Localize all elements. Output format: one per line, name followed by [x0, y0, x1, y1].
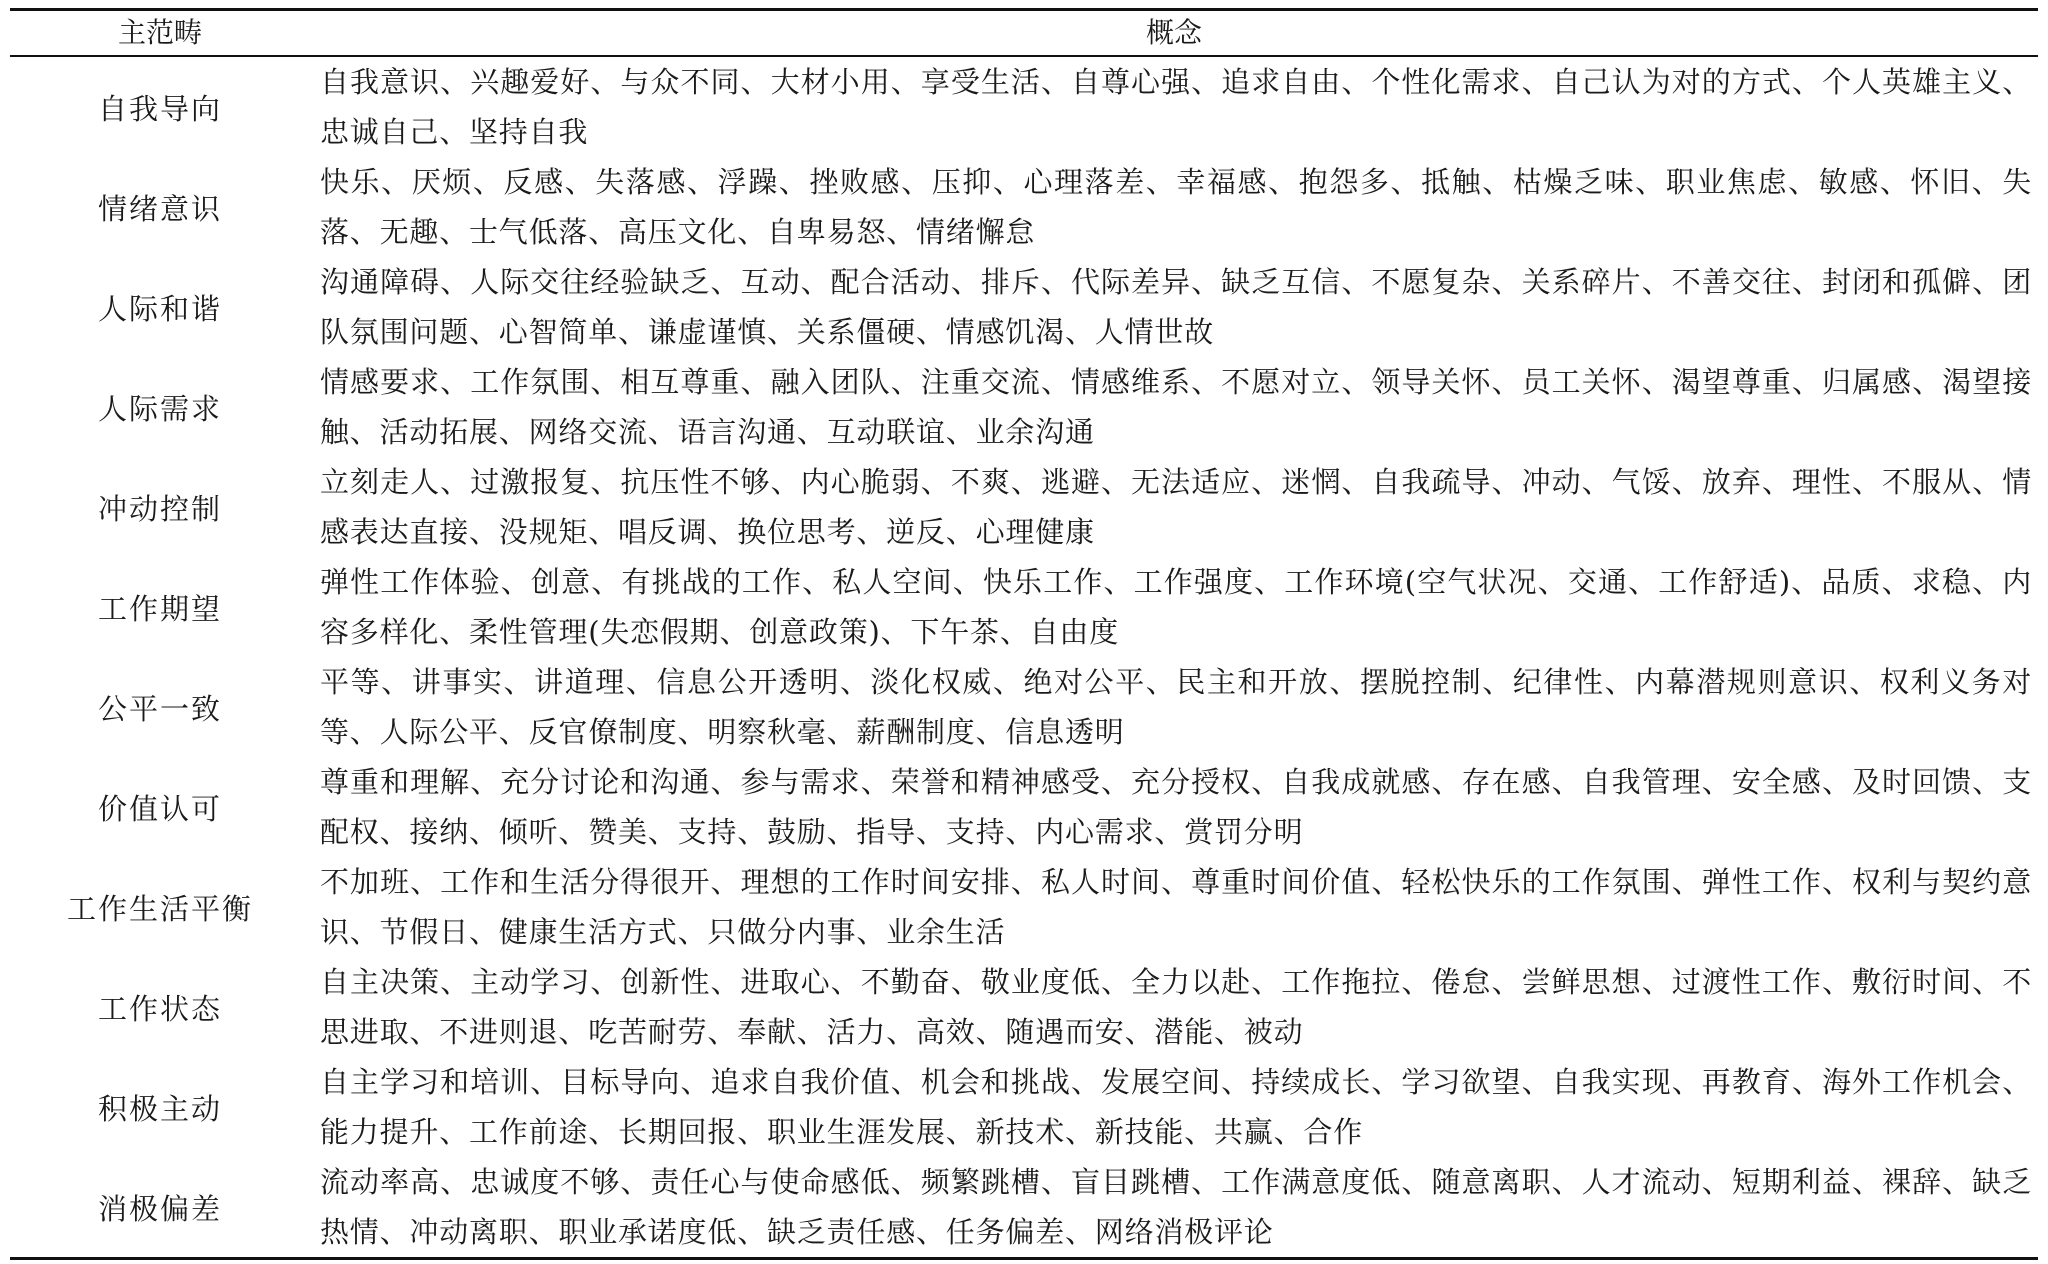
table-row: [10, 357, 2038, 457]
main-category-cell: 工作生活平衡: [66, 891, 253, 926]
table-row: [10, 257, 2038, 357]
table-row: [10, 757, 2038, 857]
main-category-cell: 价值认可: [97, 791, 222, 826]
table-row: [10, 957, 2038, 1057]
concepts-cell: 平等、讲事实、讲道理、信息公开透明、淡化权威、绝对公平、民主和开放、摆脱控制、纪律性、内幕潜规则意识、权利义务对等、人际公平、反官僚制度、明察秋毫、薪酬制度、信息透明: [320, 665, 2032, 749]
concepts-cell: 快乐、厌烦、反感、失落感、浮躁、挫败感、压抑、心理落差、幸福感、抱怨多、抵触、枯燥乏味、职业焦虑、敏感、怀旧、失落、无趣、士气低落、高压文化、自卑易怒、情绪懈怠: [320, 165, 2032, 249]
concepts-cell: 不加班、工作和生活分得很开、理想的工作时间安排、私人时间、尊重时间价值、轻松快乐的工作氛围、弹性工作、权利与契约意识、节假日、健康生活方式、只做分内事、业余生活: [320, 865, 2032, 949]
main-category-cell: 自我导向: [97, 91, 222, 126]
table-body: [10, 56, 2038, 1259]
table-row: [10, 557, 2038, 657]
concepts-cell: 沟通障碍、人际交往经验缺乏、互动、配合活动、排斥、代际差异、缺乏互信、不愿复杂、关系碎片、不善交往、封闭和孤僻、团队氛围问题、心智简单、谦虚谨慎、关系僵硬、情感饥渴、人情世故: [320, 265, 2032, 349]
header-row: [10, 10, 2038, 57]
table-row: [10, 157, 2038, 257]
main-category-cell: 人际和谐: [97, 291, 222, 326]
table-row: [10, 457, 2038, 557]
header-concepts: 概念: [1145, 16, 1202, 49]
main-category-cell: 人际需求: [97, 391, 222, 426]
main-category-cell: 工作状态: [97, 991, 222, 1026]
concepts-cell: 弹性工作体验、创意、有挑战的工作、私人空间、快乐工作、工作强度、工作环境(空气状况、交通、工作舒适)、品质、求稳、内容多样化、柔性管理(失恋假期、创意政策)、下午茶、自由度: [320, 565, 2032, 649]
category-concept-table: [10, 8, 2038, 1260]
table-row: [10, 1057, 2038, 1157]
table-row: [10, 1157, 2038, 1259]
main-category-cell: 情绪意识: [97, 191, 222, 226]
main-category-cell: 公平一致: [97, 691, 222, 726]
concepts-cell: 流动率高、忠诚度不够、责任心与使命感低、频繁跳槽、盲目跳槽、工作满意度低、随意离职、人才流动、短期利益、裸辞、缺乏热情、冲动离职、职业承诺度低、缺乏责任感、任务偏差、网络消极评论: [320, 1165, 2032, 1249]
table-row: [10, 56, 2038, 157]
header-main-category: 主范畴: [117, 16, 202, 49]
concepts-cell: 立刻走人、过激报复、抗压性不够、内心脆弱、不爽、逃避、无法适应、迷惘、自我疏导、冲动、气馁、放弃、理性、不服从、情感表达直接、没规矩、唱反调、换位思考、逆反、心理健康: [320, 465, 2032, 549]
main-category-cell: 冲动控制: [97, 491, 222, 526]
table-row: [10, 857, 2038, 957]
concepts-cell: 情感要求、工作氛围、相互尊重、融入团队、注重交流、情感维系、不愿对立、领导关怀、员工关怀、渴望尊重、归属感、渴望接触、活动拓展、网络交流、语言沟通、互动联谊、业余沟通: [320, 365, 2032, 449]
concepts-cell: 自我意识、兴趣爱好、与众不同、大材小用、享受生活、自尊心强、追求自由、个性化需求、自己认为对的方式、个人英雄主义、忠诚自己、坚持自我: [320, 65, 2032, 149]
table-header: [10, 10, 2038, 57]
main-category-cell: 消极偏差: [97, 1191, 222, 1226]
main-category-cell: 工作期望: [97, 591, 222, 626]
concepts-cell: 自主决策、主动学习、创新性、进取心、不勤奋、敬业度低、全力以赴、工作拖拉、倦怠、尝鲜思想、过渡性工作、敷衍时间、不思进取、不进则退、吃苦耐劳、奉献、活力、高效、随遇而安、潜能、被动: [320, 965, 2032, 1049]
concepts-cell: 自主学习和培训、目标导向、追求自我价值、机会和挑战、发展空间、持续成长、学习欲望、自我实现、再教育、海外工作机会、能力提升、工作前途、长期回报、职业生涯发展、新技术、新技能、共赢、合作: [320, 1065, 2032, 1149]
data-table: [10, 8, 2038, 1260]
table-row: [10, 657, 2038, 757]
concepts-cell: 尊重和理解、充分讨论和沟通、参与需求、荣誉和精神感受、充分授权、自我成就感、存在感、自我管理、安全感、及时回馈、支配权、接纳、倾听、赞美、支持、鼓励、指导、支持、内心需求、赏罚分明: [320, 765, 2032, 849]
main-category-cell: 积极主动: [97, 1091, 222, 1126]
